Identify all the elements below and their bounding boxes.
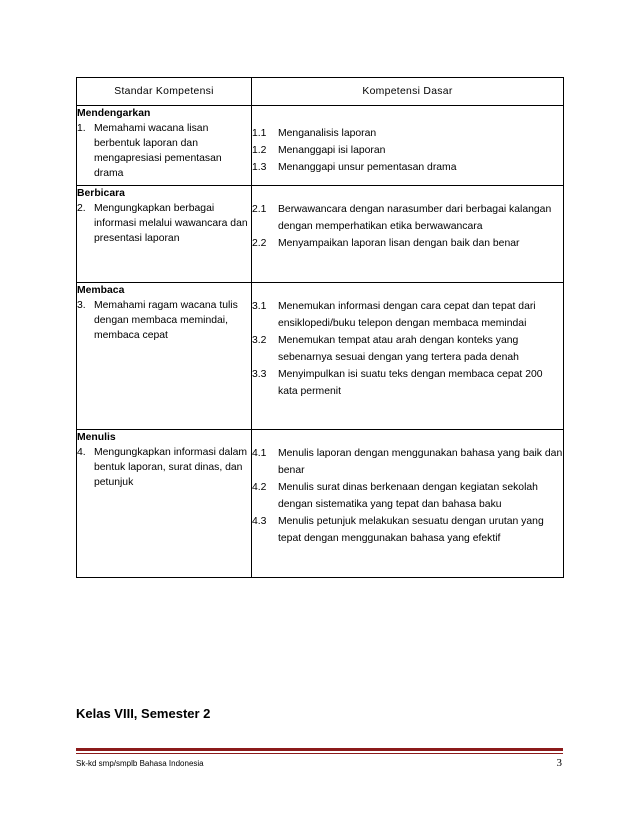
sk-text: Memahami ragam wacana tulis dengan membaca memindai, membaca cepat: [94, 300, 238, 341]
kd-number: 1.2: [252, 145, 267, 156]
aspek-label: Menulis: [77, 432, 116, 443]
kd-text: Berwawancara dengan narasumber dari berbagai kalangan dengan memperhatikan etika berwawancara: [278, 204, 552, 232]
kd-item: [252, 201, 563, 235]
kd-text: Menyimpulkan isi suatu teks dengan membaca cepat 200 kata permenit: [278, 369, 543, 397]
aspek-label: Membaca: [77, 285, 125, 296]
sk-number: 4.: [77, 447, 86, 458]
kd-cell: [252, 430, 564, 578]
kd-text: Menganalisis laporan: [278, 128, 377, 139]
header-kompetensi-dasar: Kompetensi Dasar: [252, 78, 564, 106]
kd-number: 4.2: [252, 482, 267, 493]
kd-item: [252, 513, 563, 547]
footer-rule-thin: [76, 753, 563, 754]
table-row: [77, 186, 564, 283]
kd-number: 1.3: [252, 162, 267, 173]
kd-item: [252, 445, 563, 479]
sk-number: 3.: [77, 300, 86, 311]
sk-item: [77, 201, 251, 246]
kd-number: 4.3: [252, 516, 267, 527]
sk-item: [77, 121, 251, 181]
aspek-label: Mendengarkan: [77, 108, 151, 119]
kd-number: 2.1: [252, 204, 267, 215]
sk-cell: [77, 186, 252, 283]
kd-cell: [252, 186, 564, 283]
kd-text: Menulis petunjuk melakukan sesuatu dengan urutan yang tepat dengan menggunakan bahasa yang efektif: [278, 516, 544, 544]
section-heading: Kelas VIII, Semester 2: [76, 706, 211, 721]
kd-item: [252, 332, 563, 366]
table-row: [77, 106, 564, 186]
sk-text: Mengungkapkan informasi dalam bentuk laporan, surat dinas, dan petunjuk: [94, 447, 248, 488]
kd-cell: [252, 106, 564, 186]
sk-item: [77, 445, 251, 490]
kd-cell: [252, 283, 564, 430]
kd-number: 4.1: [252, 448, 267, 459]
kd-text: Menanggapi unsur pementasan drama: [278, 162, 457, 173]
kd-item: [252, 366, 563, 400]
kd-text: Menulis surat dinas berkenaan dengan kegiatan sekolah dengan sistematika yang tepat dan bahasa baku: [278, 482, 538, 510]
kd-number: 2.2: [252, 238, 267, 249]
sk-text: Memahami wacana lisan berbentuk laporan dan mengapresiasi pementasan drama: [94, 123, 222, 179]
footer-rule-thick: [76, 748, 563, 751]
header-standar-kompetensi: Standar Kompetensi: [77, 78, 252, 106]
sk-item: [77, 298, 251, 343]
table-row: [77, 283, 564, 430]
sk-cell: [77, 283, 252, 430]
aspek-label: Berbicara: [77, 188, 125, 199]
kd-item: [252, 235, 563, 252]
kd-item: [252, 125, 563, 142]
footer-document-title: Sk-kd smp/smplb Bahasa Indonesia: [76, 759, 204, 768]
sk-number: 1.: [77, 123, 86, 134]
table-header-row: [77, 78, 564, 106]
sk-cell: [77, 106, 252, 186]
kd-text: Menemukan informasi dengan cara cepat dan tepat dari ensiklopedi/buku telepon dengan membaca memindai: [278, 301, 536, 329]
kd-number: 3.2: [252, 335, 267, 346]
sk-cell: [77, 430, 252, 578]
kd-text: Menyampaikan laporan lisan dengan baik dan benar: [278, 238, 520, 249]
kd-number: 3.3: [252, 369, 267, 380]
sk-number: 2.: [77, 203, 86, 214]
kd-number: 3.1: [252, 301, 267, 312]
sk-text: Mengungkapkan berbagai informasi melalui wawancara dan presentasi laporan: [94, 203, 248, 244]
table-row: [77, 430, 564, 578]
kd-item: [252, 298, 563, 332]
kd-number: 1.1: [252, 128, 267, 139]
kd-item: [252, 142, 563, 159]
competency-table: [76, 77, 564, 578]
page-number: 3: [556, 757, 562, 769]
kd-item: [252, 479, 563, 513]
kd-text: Menanggapi isi laporan: [278, 145, 386, 156]
kd-text: Menemukan tempat atau arah dengan konteks yang sebenarnya sesuai dengan yang tertera pada denah: [278, 335, 519, 363]
kd-text: Menulis laporan dengan menggunakan bahasa yang baik dan benar: [278, 448, 563, 476]
kd-item: [252, 159, 563, 176]
